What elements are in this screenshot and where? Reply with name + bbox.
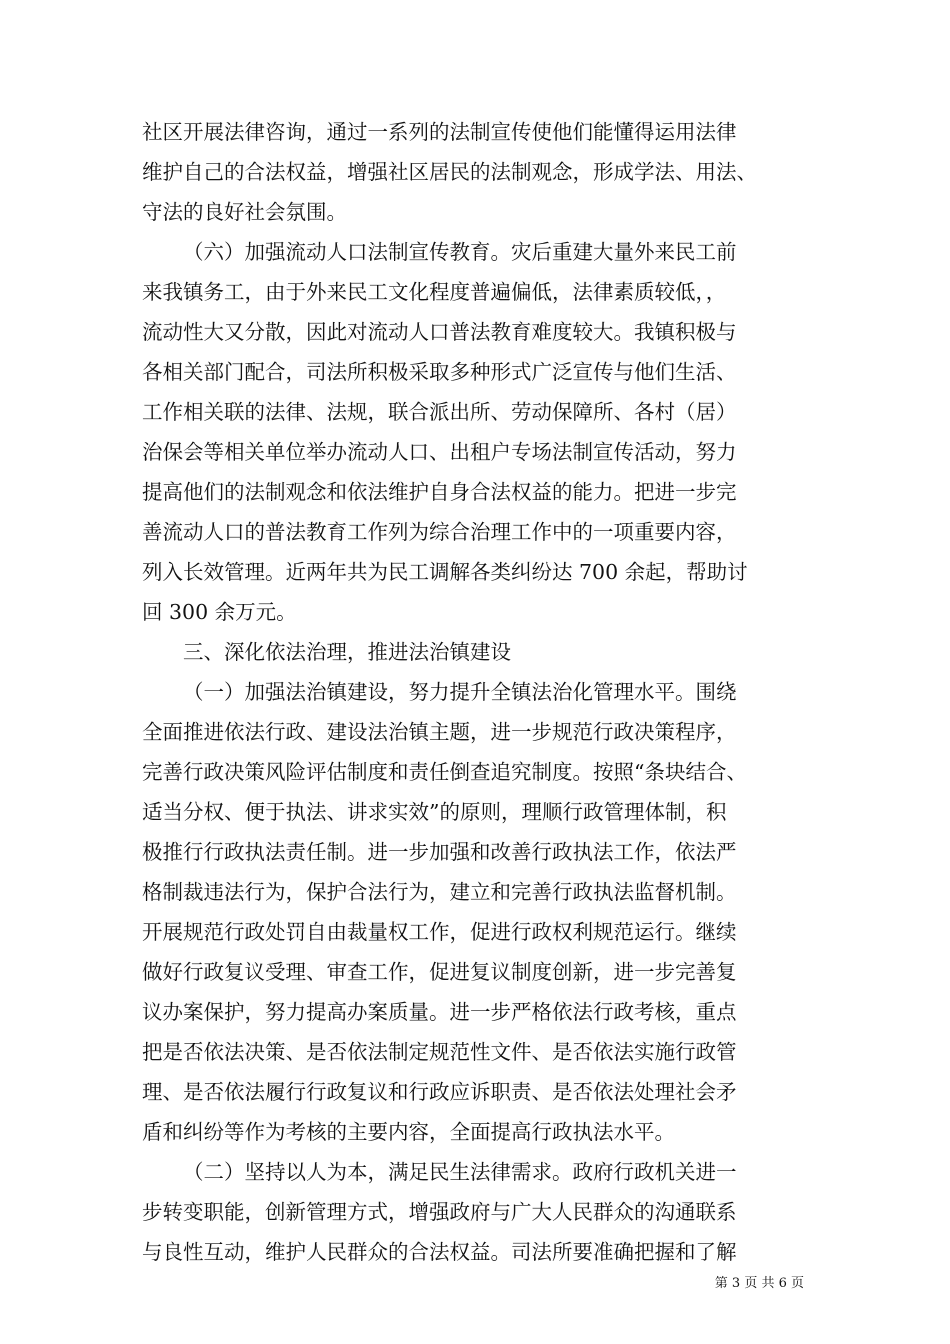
line-text: 议办案保护，努力提高办案质量。进一步严格依法行政考核，重点 <box>142 1000 737 1024</box>
body-line <box>142 352 822 392</box>
line-text: 做好行政复议受理、审查工作，促进复议制度创新，进一步完善复 <box>142 960 737 984</box>
section-heading <box>142 632 822 672</box>
line-text: 社区开展法律咨询，通过一系列的法制宣传使他们能懂得运用法律 <box>142 120 737 144</box>
line-text: 全面推进依法行政、建设法治镇主题，进一步规范行政决策程序， <box>142 720 737 744</box>
body-line <box>142 552 822 592</box>
body-line <box>142 592 822 632</box>
paragraph-start-line <box>142 232 822 272</box>
line-text: （一）加强法治镇建设，努力提升全镇法治化管理水平。围绕 <box>183 680 737 704</box>
body-line <box>142 1112 822 1152</box>
paragraph-start-line <box>142 672 822 712</box>
paragraph-start-line <box>142 1152 822 1192</box>
body-line <box>142 1232 822 1272</box>
line-text: 格制裁违法行为，保护合法行为，建立和完善行政执法监督机制。 <box>142 880 737 904</box>
line-text: 维护自己的合法权益，增强社区居民的法制观念，形成学法、用法、 <box>142 160 757 184</box>
body-line <box>142 512 822 552</box>
line-text: 适当分权、便于执法、讲求实效”的原则，理顺行政管理体制，积 <box>142 800 727 824</box>
body-line <box>142 752 822 792</box>
line-text: 治保会等相关单位举办流动人口、出租户专场法制宣传活动，努力 <box>142 440 737 464</box>
line-text: 与良性互动，维护人民群众的合法权益。司法所要准确把握和了解 <box>142 1240 737 1264</box>
document-body <box>142 112 822 1272</box>
line-text: 理、是否依法履行行政复议和行政应诉职责、是否依法处理社会矛 <box>142 1080 737 1104</box>
line-text: 盾和纠纷等作为考核的主要内容，全面提高行政执法水平。 <box>142 1120 675 1144</box>
line-text: 把是否依法决策、是否依法制定规范性文件、是否依法实施行政管 <box>142 1040 737 1064</box>
line-text: 各相关部门配合，司法所积极采取多种形式广泛宣传与他们生活、 <box>142 360 737 384</box>
body-line <box>142 152 822 192</box>
line-text: 步转变职能，创新管理方式，增强政府与广大人民群众的沟通联系 <box>142 1200 737 1224</box>
line-text: 回 300 余万元。 <box>142 600 297 624</box>
page-number-footer: 第 3 页 共 6 页 <box>714 1276 804 1291</box>
line-text: 流动性大又分散，因此对流动人口普法教育难度较大。我镇积极与 <box>142 320 737 344</box>
line-text: 三、深化依法治理，推进法治镇建设 <box>183 640 511 664</box>
body-line <box>142 432 822 472</box>
body-line <box>142 952 822 992</box>
body-line <box>142 1072 822 1112</box>
line-text: 工作相关联的法律、法规，联合派出所、劳动保障所、各村（居） <box>142 400 737 424</box>
line-text: 完善行政决策风险评估制度和责任倒查追究制度。按照“条块结合、 <box>142 760 747 784</box>
body-line <box>142 832 822 872</box>
line-text: 列入长效管理。近两年共为民工调解各类纠纷达 700 余起，帮助讨 <box>142 560 748 584</box>
body-line <box>142 272 822 312</box>
line-text: 提高他们的法制观念和依法维护自身合法权益的能力。把进一步完 <box>142 480 737 504</box>
line-text: （六）加强流动人口法制宣传教育。灾后重建大量外来民工前 <box>183 240 737 264</box>
body-line <box>142 872 822 912</box>
body-line <box>142 712 822 752</box>
line-text: （二）坚持以人为本，满足民生法律需求。政府行政机关进一 <box>183 1160 737 1184</box>
body-line <box>142 912 822 952</box>
body-line <box>142 392 822 432</box>
body-line <box>142 1032 822 1072</box>
body-line <box>142 992 822 1032</box>
line-text: 开展规范行政处罚自由裁量权工作，促进行政权利规范运行。继续 <box>142 920 737 944</box>
line-text: 善流动人口的普法教育工作列为综合治理工作中的一项重要内容， <box>142 520 737 544</box>
body-line <box>142 192 822 232</box>
body-line <box>142 112 822 152</box>
body-line <box>142 472 822 512</box>
body-line <box>142 1192 822 1232</box>
body-line <box>142 312 822 352</box>
body-line <box>142 792 822 832</box>
line-text: 守法的良好社会氛围。 <box>142 200 347 224</box>
line-text: 来我镇务工，由于外来民工文化程度普遍偏低，法律素质较低，， <box>142 280 727 304</box>
line-text: 极推行行政执法责任制。进一步加强和改善行政执法工作，依法严 <box>142 840 737 864</box>
